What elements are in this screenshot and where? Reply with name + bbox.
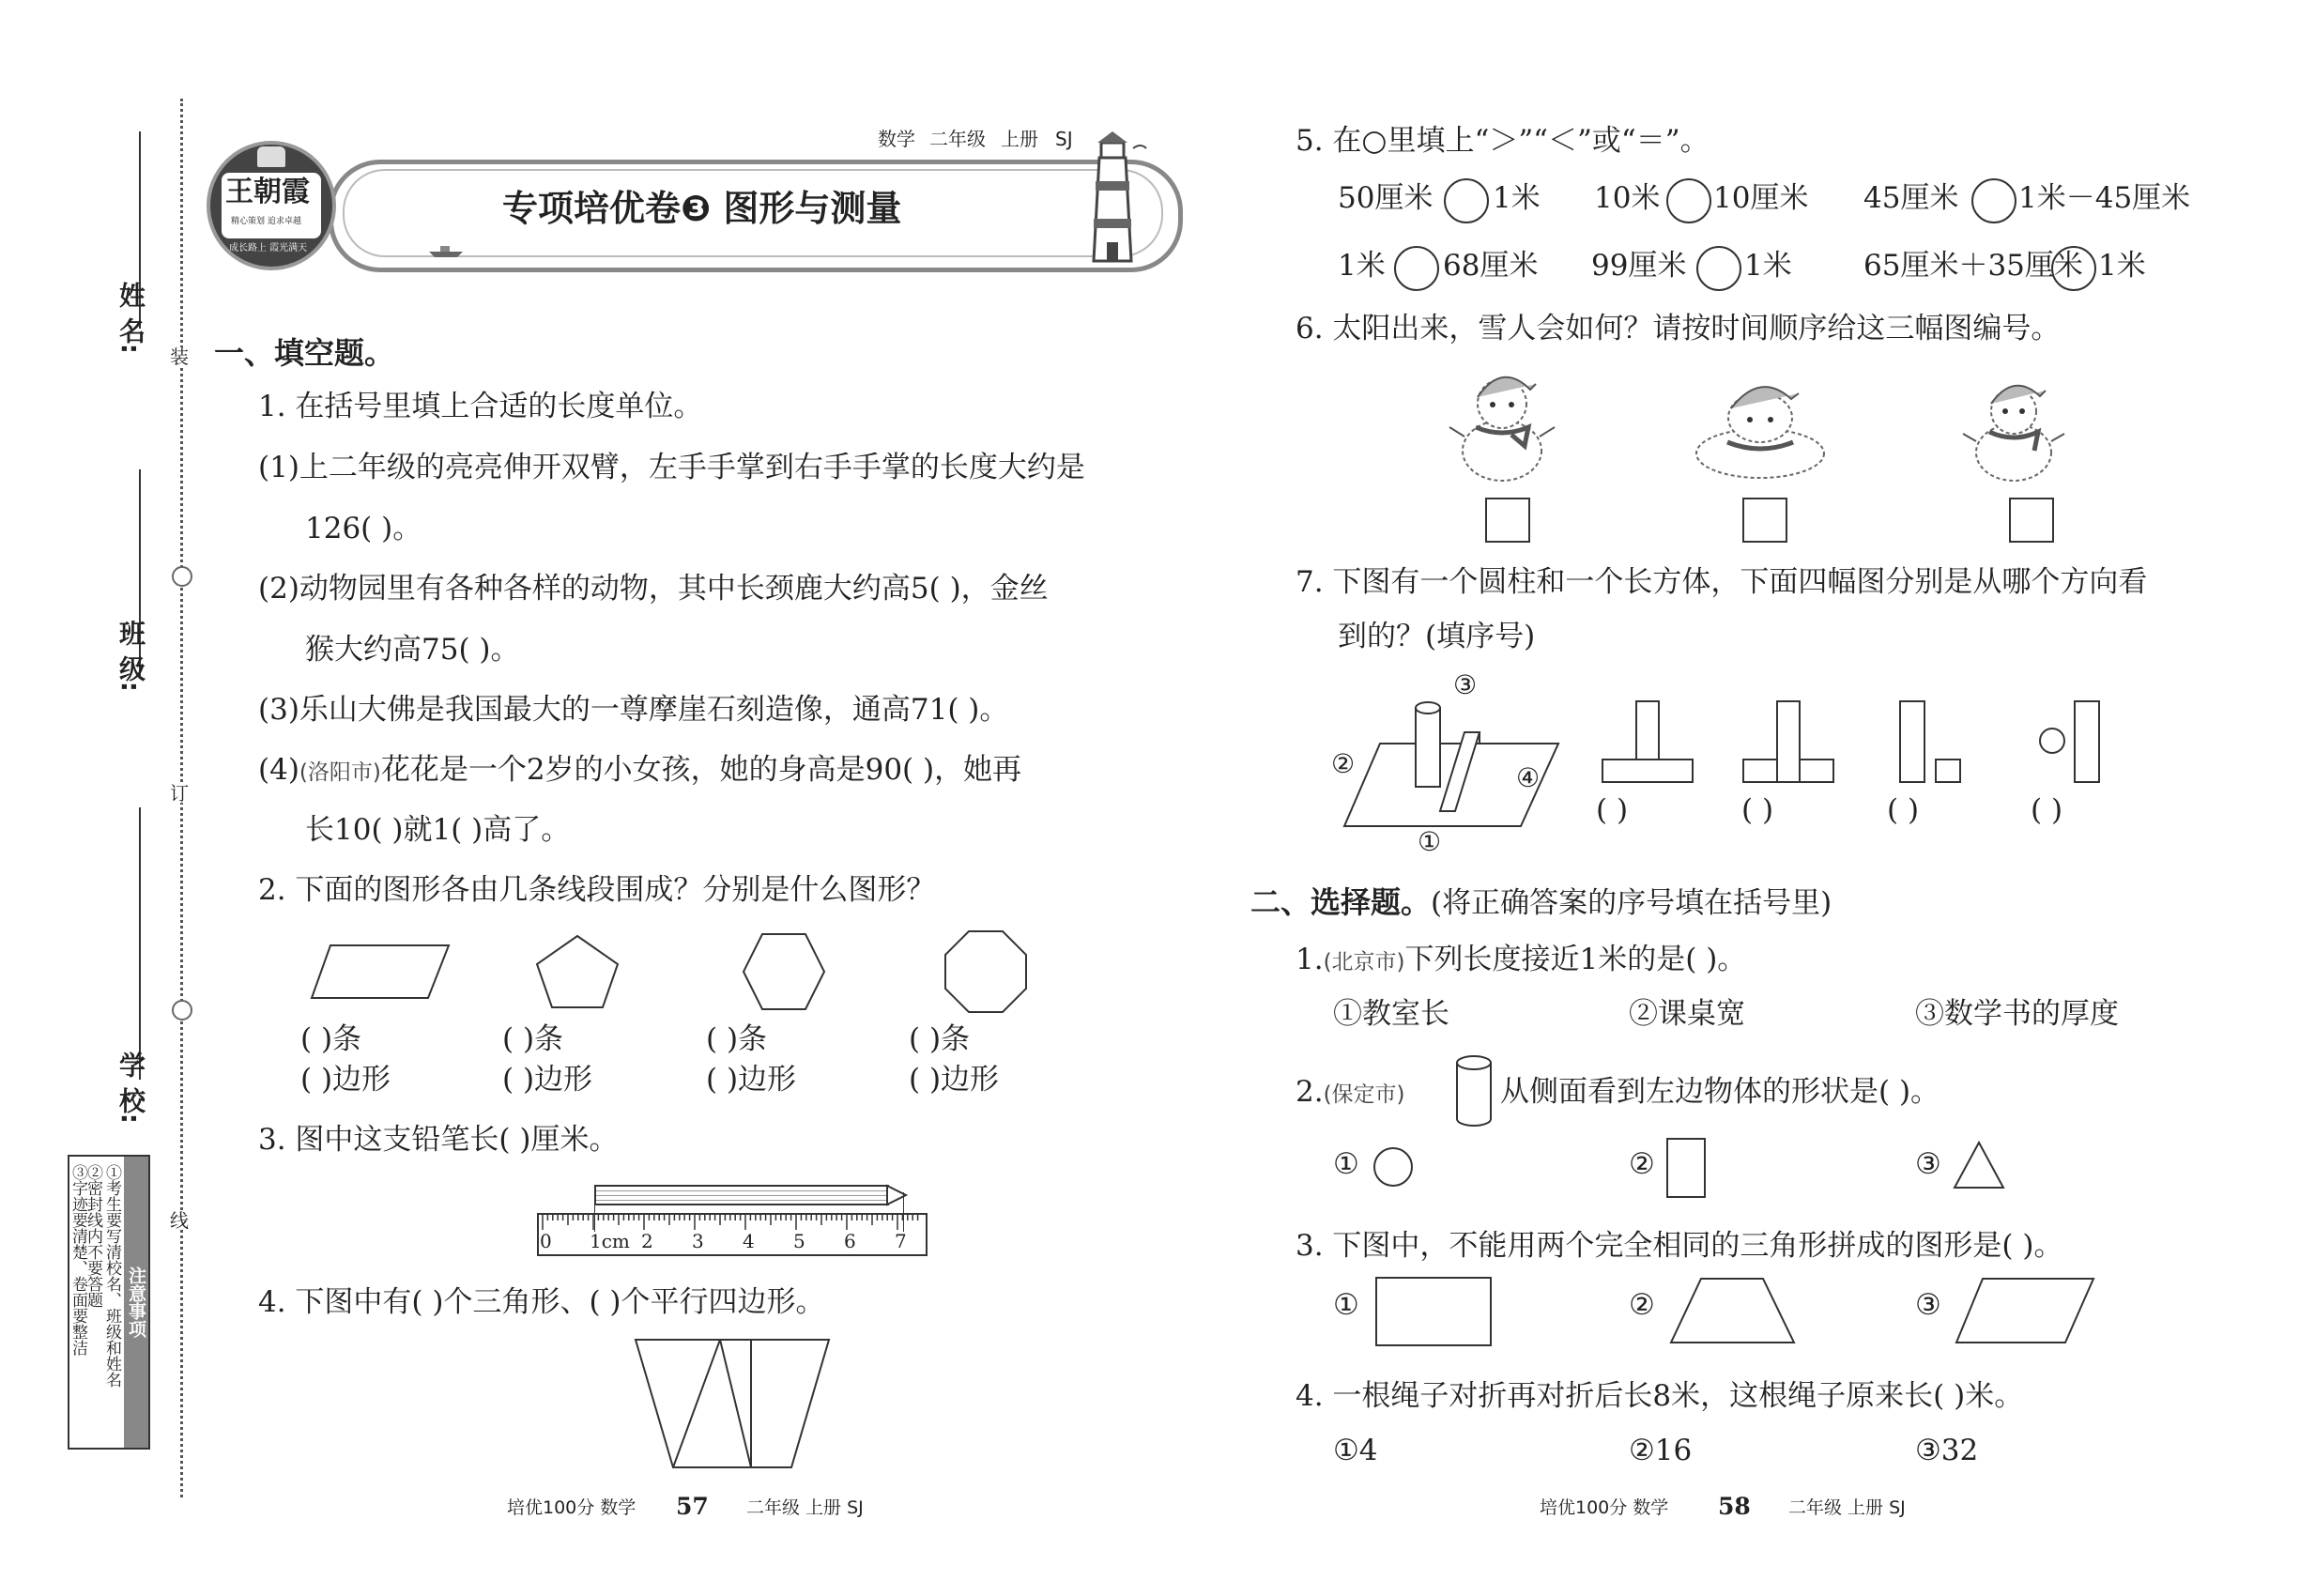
compare-circle[interactable] [1394,246,1439,291]
q5-r2-c-right: 1米 [2098,249,2146,283]
q4-stem: 4. 下图中有( )个三角形、( )个平行四边形。 [258,1285,825,1319]
pencil [594,1185,889,1205]
q5-r2-a-left: 1米 [1338,249,1386,283]
c4-option-3: ③32 [1915,1434,1979,1467]
q5-r1-b-right: 10厘米 [1713,181,1809,215]
compare-circle[interactable] [2051,246,2096,291]
footer-left-page: 57 [676,1493,709,1520]
q1-part2-line2: 猴大约高75( )。 [305,633,520,667]
section2-heading [1250,884,1832,920]
seal-dot-2 [172,1000,192,1021]
q5-r1-c-right: 1米－45厘米 [2018,181,2191,215]
section2-title: 二、选择题。 [1250,884,1432,920]
logo-badge [207,141,336,270]
cut-mark-2: 订 [170,782,189,805]
q1-part4-line1 [258,753,1022,787]
q1-part1-line2: 126( )。 [305,512,422,545]
order-box[interactable] [2009,498,2054,543]
q5-r2-c-left: 65厘米＋35厘米 [1863,249,2083,283]
q5-stem: 5. 在○里填上“＞”“＜”或“＝”。 [1296,124,1710,158]
c1-text: 下列长度接近1米的是( )。 [1404,943,1747,976]
snowman-full-image [1446,361,1558,483]
c1-option-2: ②课桌宽 [1629,997,1745,1031]
logo-text: 王朝霞 [225,176,310,208]
logo-sub2: 成长路上 霞光满天 [229,243,308,253]
class-label: 班 级: [115,620,146,692]
c2-stem-prefix [1296,1075,1405,1109]
hexagon-shape [742,932,826,1011]
q5-r2-b-right: 1米 [1744,249,1792,283]
snowman-half-image [1957,366,2070,483]
rectangle-figure [1375,1277,1492,1346]
header-meta-subject: 数学 [878,128,915,150]
compare-circle[interactable] [1971,178,2016,223]
q7-stem-line1: 7. 下图有一个圆柱和一个长方体，下面四幅图分别是从哪个方向看 [1296,565,2148,599]
view-c-figure [1898,699,1964,784]
ruler-label-1: 1cm [590,1230,630,1252]
c2-option-3: ③ [1915,1147,1941,1181]
q2-lines-4: ( )条 [909,1022,971,1056]
parallelogram-figure [1955,1277,2095,1344]
c4-option-2: ②16 [1629,1434,1693,1467]
q2-lines-2: ( )条 [502,1022,564,1056]
ruler-label-6: 6 [844,1230,856,1252]
view-c-blank: ( ) [1887,793,1920,827]
trapezoid-figure [1669,1277,1796,1344]
c4-stem: 4. 一根绳子对折再对折后长8米，这根绳子原来长( )米。 [1296,1379,2024,1413]
q6-stem: 6. 太阳出来，雪人会如何？请按时间顺序给这三幅图编号。 [1296,312,2061,345]
c1-region: (北京市) [1323,950,1405,974]
q5-r1-c-left: 45厘米 [1863,181,1959,215]
footer-left-text: 培优100分 数学 [507,1497,636,1518]
view-b-figure [1741,699,1835,784]
direction-3-marker: ③ [1453,669,1478,700]
boat-icon [427,244,465,259]
q2-polygon-1: ( )边形 [300,1063,391,1097]
c1-option-1: ①教室长 [1333,997,1449,1031]
pencil-tip [887,1185,908,1205]
order-box[interactable] [1742,498,1787,543]
c3-stem: 3. 下图中，不能用两个完全相同的三角形拼成的图形是( )。 [1296,1229,2063,1263]
page-title: 专项培优卷❸ 图形与测量 [502,188,902,229]
order-box[interactable] [1485,498,1530,543]
q5-r1-a-left: 50厘米 [1338,181,1434,215]
footer-right-text: 培优100分 数学 [1540,1497,1669,1518]
triangle-shape [1953,1141,2005,1189]
compare-circle[interactable] [1666,178,1711,223]
q1-part4-prefix: (4) [258,753,299,787]
logo-crown-icon [257,146,285,167]
q1-part1-line1: (1)上二年级的亮亮伸开双臂，左手手掌到右手手掌的长度大约是 [258,451,1085,484]
logo-sub1: 精心策划 追求卓越 [231,217,301,226]
seal-dot-1 [172,566,192,587]
c2-region: (保定市) [1323,1082,1405,1107]
name-label: 姓 名: [115,282,146,354]
cut-mark-3: 线 [170,1209,189,1232]
section1-heading: 一、填空题。 [214,335,395,371]
rectangle-shape [1666,1138,1706,1198]
ruler-label-0: 0 [540,1230,552,1252]
c2-option-1: ① [1333,1147,1359,1181]
c1-option-3: ③数学书的厚度 [1915,997,2119,1031]
q2-polygon-3: ( )边形 [706,1063,797,1097]
c2-num: 2. [1296,1075,1324,1109]
notice-item-2: ②密封线内不要答题 [84,1164,102,1308]
header-meta-edition: SJ [1055,128,1073,150]
logo-inner [222,173,321,238]
ruler-label-4: 4 [743,1230,755,1252]
section2-note: (将正确答案的序号填在括号里) [1431,886,1832,920]
c1-stem [1296,945,1746,974]
q7-stem-line2: 到的？(填序号) [1338,620,1536,653]
footer-right-meta: 二年级 上册 SJ [1788,1497,1906,1518]
ruler-label-7: 7 [895,1230,907,1252]
q1-part2-line1: (2)动物园里有各种各样的动物，其中长颈鹿大约高5( )，金丝 [258,572,1049,606]
c2-option-2: ② [1629,1147,1655,1181]
c4-option-1: ①4 [1333,1434,1378,1467]
pencil-guide-left [594,1185,595,1232]
compare-circle[interactable] [1696,246,1741,291]
lighthouse-icon [1075,130,1150,270]
q5-r2-b-left: 99厘米 [1591,249,1687,283]
school-label: 学 校: [115,1051,146,1124]
q5-r1-a-right: 1米 [1493,181,1541,215]
footer-right-page: 58 [1718,1493,1751,1520]
view-a-blank: ( ) [1596,793,1629,827]
notice-item-1: ①考生要写清校名、班级和姓名 [102,1164,121,1388]
triangles-figure [634,1338,831,1469]
notice-title: 注意事项 [124,1157,148,1448]
q1-part4-line2: 长10( )就1( )高了。 [305,813,571,847]
q3-stem: 3. 图中这支铅笔长( )厘米。 [258,1123,619,1157]
header-meta-grade: 二年级 [929,128,986,150]
notice-box [68,1155,150,1450]
direction-4-marker: ④ [1516,762,1541,793]
c3-option-3: ③ [1915,1288,1941,1322]
ruler-label-2: 2 [641,1230,653,1252]
q2-polygon-4: ( )边形 [909,1063,1000,1097]
binding-strip [0,0,197,1596]
octagon-shape [943,929,1028,1014]
q1-part3: (3)乐山大佛是我国最大的一尊摩崖石刻造像，通高71( )。 [258,693,1009,727]
c3-option-1: ① [1333,1288,1359,1322]
parallelogram-shape [310,944,451,1000]
view-b-blank: ( ) [1741,793,1774,827]
footer-left-meta: 二年级 上册 SJ [746,1497,864,1518]
q1-stem: 1. 在括号里填上合适的长度单位。 [258,390,703,423]
pencil-guide-right [903,1192,904,1232]
c3-option-2: ② [1629,1288,1655,1322]
notice-item-3: ③字迹要清楚、卷面要整洁 [69,1164,87,1356]
view-d-blank: ( ) [2031,793,2063,827]
direction-2-marker: ② [1331,748,1356,779]
view-d-figure [2037,699,2103,784]
school-underline [139,807,141,1080]
direction-1-marker: ① [1418,826,1442,857]
header-meta-term: 上册 [1001,128,1038,150]
q2-lines-1: ( )条 [300,1022,362,1056]
compare-circle[interactable] [1444,178,1489,223]
q2-stem: 2. 下面的图形各由几条线段围成？分别是什么图形？ [258,873,936,907]
q5-r1-b-left: 10米 [1594,181,1661,215]
q2-lines-3: ( )条 [706,1022,768,1056]
q5-r2-a-right: 68厘米 [1443,249,1539,283]
q2-polygon-2: ( )边形 [502,1063,593,1097]
circle-shape [1373,1147,1413,1187]
cut-mark-1: 装 [170,345,189,368]
ruler-label-5: 5 [793,1230,805,1252]
ruler-label-3: 3 [692,1230,704,1252]
cylinder-icon [1455,1053,1493,1128]
q1-part4-region: (洛阳市) [299,760,381,785]
view-a-figure [1601,699,1694,784]
pentagon-shape [535,934,620,1009]
c1-num: 1. [1296,943,1324,976]
c2-text: 从侧面看到左边物体的形状是( )。 [1500,1075,1940,1109]
q1-part4-text: 花花是一个2岁的小女孩，她的身高是90( )，她再 [380,753,1022,787]
snowman-melted-image [1690,361,1831,483]
